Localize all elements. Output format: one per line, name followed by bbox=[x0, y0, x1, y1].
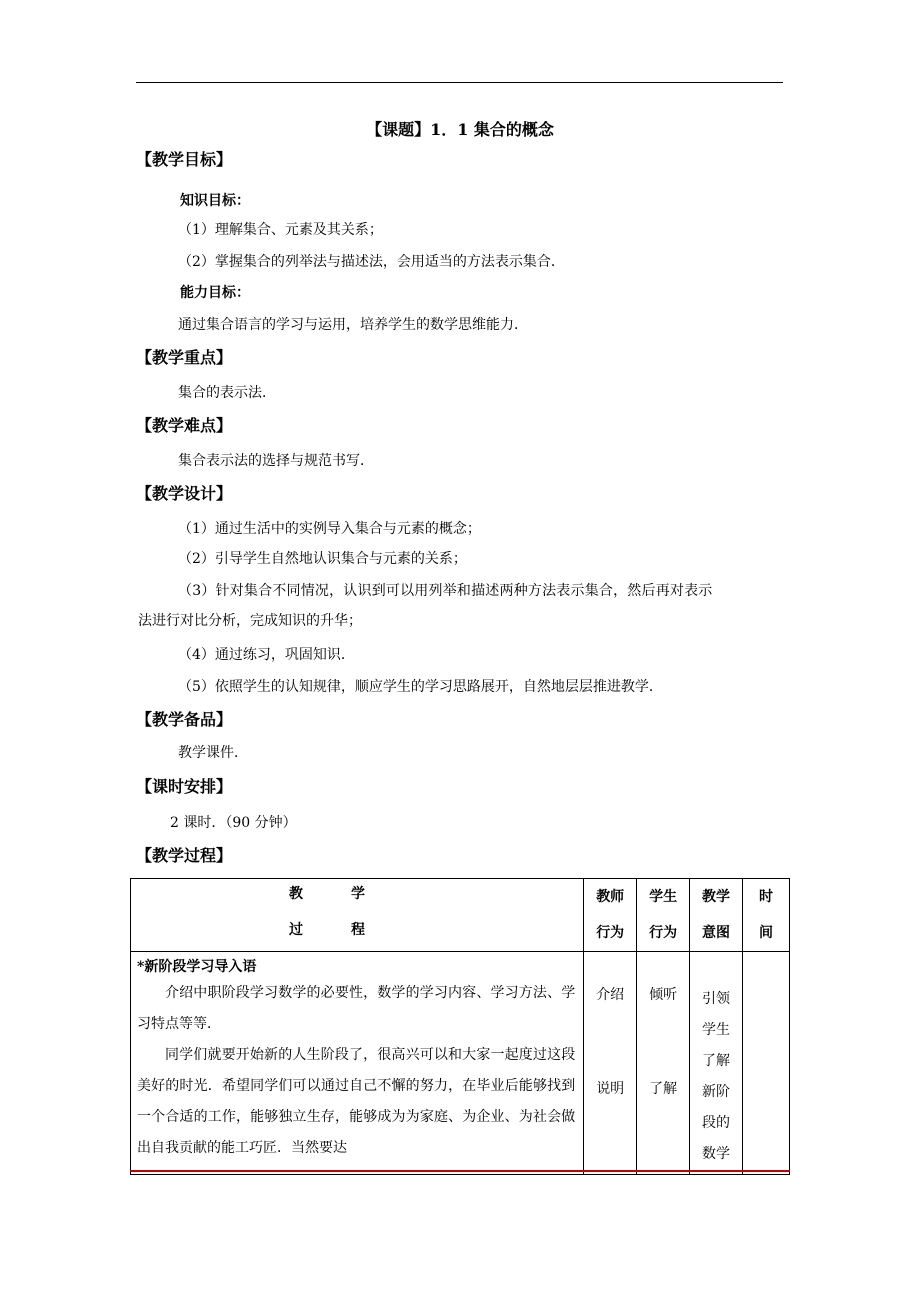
ability-label: 能力目标： bbox=[180, 285, 250, 301]
row-section-title: *新阶段学习导入语 bbox=[137, 959, 257, 975]
knowledge-label: 知识目标： bbox=[180, 193, 250, 209]
header-intent bbox=[690, 879, 743, 952]
ability-text: 通过集合语言的学习与运用，培养学生的数学思维能力． bbox=[178, 317, 528, 333]
intent-line: 引领 bbox=[702, 991, 731, 1007]
page-break-marker bbox=[130, 1170, 790, 1172]
header-teacher bbox=[584, 879, 637, 952]
materials-text: 教学课件． bbox=[178, 745, 248, 761]
row-paragraph: 介绍中职阶段学习数学的必要性，数学的学习内容、学习方法、学习特点等等． bbox=[137, 985, 576, 1032]
section-heading-key-points: 【教学重点】 bbox=[136, 348, 233, 367]
student-action-cell bbox=[637, 952, 690, 1175]
page-title: 【课题】1．1 集合的概念 bbox=[366, 120, 554, 139]
key-points-text: 集合的表示法． bbox=[178, 385, 276, 401]
intent-line: 学生 bbox=[702, 1022, 731, 1038]
teacher-action-cell bbox=[584, 952, 637, 1175]
design-item: （2）引导学生自然地认识集合与元素的关系； bbox=[178, 551, 467, 567]
table-header-row bbox=[131, 879, 790, 952]
row-paragraph: 同学们就要开始新的人生阶段了，很高兴可以和大家一起度过这段美好的时光．希望同学们可以通过自己不懈的努力，在毕业后能够找到一个合适的工作，能够独立生存，能够成为为家庭、为企业、为社会做出自我贡献的能工巧匠．当然要达 bbox=[137, 1047, 576, 1156]
header-intent-line: 教学 bbox=[702, 889, 731, 905]
section-heading-goals: 【教学目标】 bbox=[136, 150, 233, 169]
header-rule bbox=[136, 82, 783, 83]
design-item: （4）通过练习，巩固知识． bbox=[178, 647, 355, 663]
header-time-line: 间 bbox=[759, 925, 773, 941]
section-heading-difficulties: 【教学难点】 bbox=[136, 416, 233, 435]
student-action: 了解 bbox=[649, 1081, 678, 1097]
header-student-line: 行为 bbox=[649, 925, 678, 941]
section-heading-materials: 【教学备品】 bbox=[136, 710, 233, 729]
header-teacher-line: 行为 bbox=[596, 925, 625, 941]
student-action: 倾听 bbox=[649, 987, 678, 1003]
section-heading-design: 【教学设计】 bbox=[136, 484, 233, 503]
header-intent-line: 意图 bbox=[702, 925, 731, 941]
schedule-text: 2 课时．（90 分钟） bbox=[170, 815, 297, 831]
teacher-action: 介绍 bbox=[596, 987, 625, 1003]
intent-line: 数学 bbox=[702, 1146, 731, 1162]
header-student bbox=[637, 879, 690, 952]
knowledge-item: （2）掌握集合的列举法与描述法，会用适当的方法表示集合． bbox=[178, 254, 565, 270]
header-process-char: 教 bbox=[289, 886, 303, 902]
design-item: （1）通过生活中的实例导入集合与元素的概念； bbox=[178, 521, 481, 537]
header-student-line: 学生 bbox=[649, 889, 678, 905]
difficulties-text: 集合表示法的选择与规范书写． bbox=[178, 453, 374, 469]
table-row bbox=[131, 952, 790, 1175]
header-teacher-line: 教师 bbox=[596, 889, 625, 905]
section-heading-schedule: 【课时安排】 bbox=[136, 777, 233, 796]
header-process-char: 程 bbox=[351, 922, 365, 938]
header-process-char: 学 bbox=[351, 886, 365, 902]
design-item-continued: 法进行对比分析，完成知识的升华； bbox=[138, 613, 362, 629]
header-time-line: 时 bbox=[759, 889, 773, 905]
design-item: （3）针对集合不同情况，认识到可以用列举和描述两种方法表示集合，然后再对表示 bbox=[178, 583, 713, 599]
teacher-action: 说明 bbox=[596, 1081, 625, 1097]
process-content-cell bbox=[131, 952, 584, 1175]
header-process-char: 过 bbox=[289, 922, 303, 938]
time-cell bbox=[743, 952, 790, 1175]
section-heading-process: 【教学过程】 bbox=[136, 846, 233, 865]
intent-line: 了解 bbox=[702, 1053, 731, 1069]
header-process bbox=[131, 879, 584, 952]
intent-cell bbox=[690, 952, 743, 1175]
knowledge-item: （1）理解集合、元素及其关系； bbox=[178, 222, 383, 238]
process-table bbox=[130, 878, 790, 1175]
intent-line: 新阶 bbox=[702, 1084, 731, 1100]
design-item: （5）依照学生的认知规律，顺应学生的学习思路展开，自然地层层推进教学． bbox=[178, 679, 663, 695]
intent-line: 段的 bbox=[702, 1115, 731, 1131]
header-time bbox=[743, 879, 790, 952]
